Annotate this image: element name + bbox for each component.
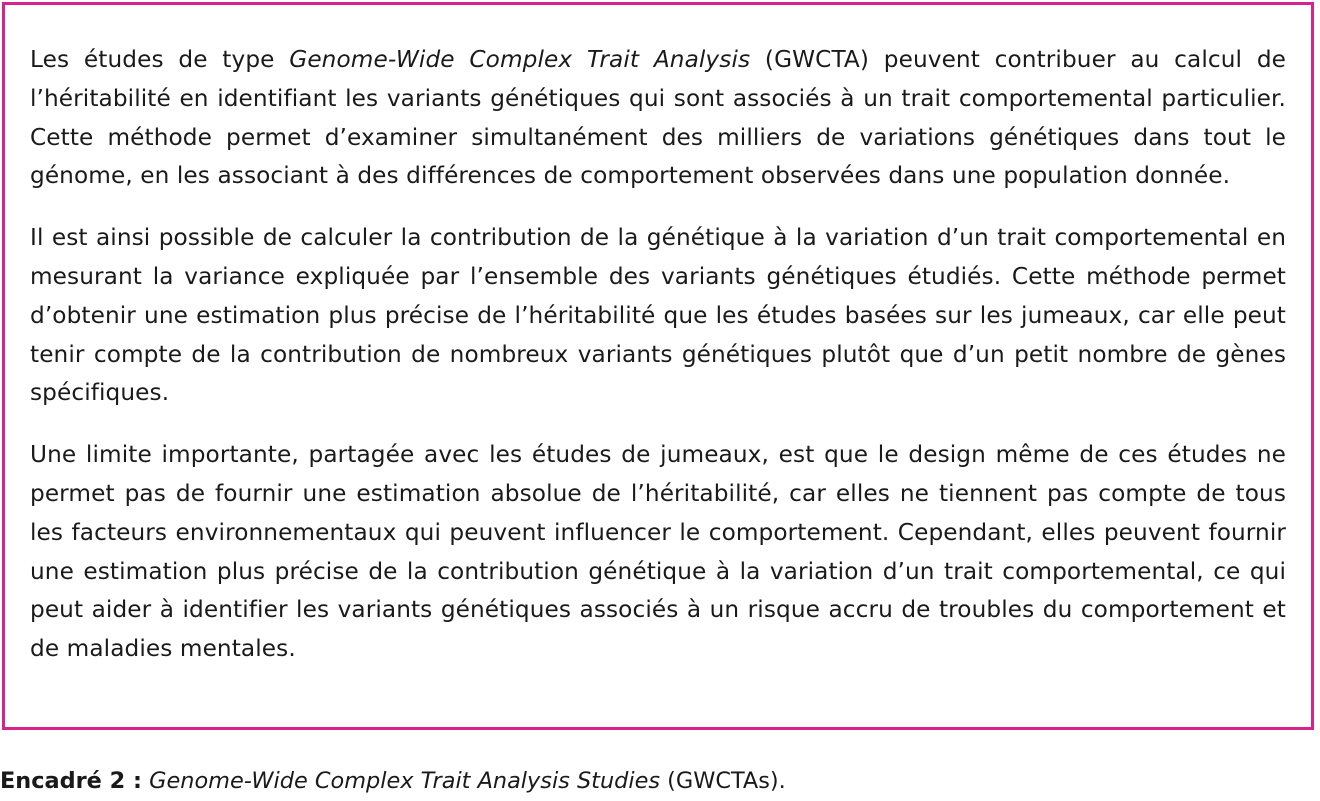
- paragraph-1: [30, 41, 1286, 196]
- paragraph-3: Une limite importante, partagée avec les études de jumeaux, est que le design même de ces études ne permet pas de fournir une estimation absolue de l’héritabilité, car elles ne tiennent pas compte de tous les facteurs environnementaux qui peuvent influencer le comportement. Cependant, elles peuvent fournir une estimation plus précise de la contribution génétique à la variation d’un trait comportemental, ce qui peut aider à identifier les variants génétiques associés à un risque accru de troubles du comportement et de maladies mentales.: [30, 441, 1286, 663]
- info-box-content: [30, 41, 1286, 669]
- caption-label: Encadré 2 :: [0, 768, 142, 794]
- paragraph-1-post: (GWCTA) peuvent contribuer au calcul de l’héritabilité en identifiant les variants génétiques qui sont associés à un trait comportemental particulier. Cette méthode permet d’examiner simultanément des milliers de variations génétiques dans tout le génome, en les associant à des différences de comportement observées dans une population donnée.: [30, 46, 1287, 190]
- caption-suffix: (GWCTAs).: [660, 768, 786, 794]
- caption-title: Genome-Wide Complex Trait Analysis Studies: [149, 768, 661, 794]
- paragraph-1-pre: Les études de type: [30, 46, 290, 73]
- paragraph-1-emphasis: Genome-Wide Complex Trait Analysis: [289, 46, 751, 73]
- info-box: [2, 2, 1314, 730]
- paragraph-2: Il est ainsi possible de calculer la contribution de la génétique à la variation d’un trait comportemental en mesurant la variance expliquée par l’ensemble des variants génétiques étudiés. Cette méthode permet d’obtenir une estimation plus précise de l’héritabilité que les études basées sur les jumeaux, car elle peut tenir compte de la contribution de nombreux variants génétiques plutôt que d’un petit nombre de gènes spécifiques.: [30, 224, 1286, 407]
- box-caption: [0, 766, 786, 796]
